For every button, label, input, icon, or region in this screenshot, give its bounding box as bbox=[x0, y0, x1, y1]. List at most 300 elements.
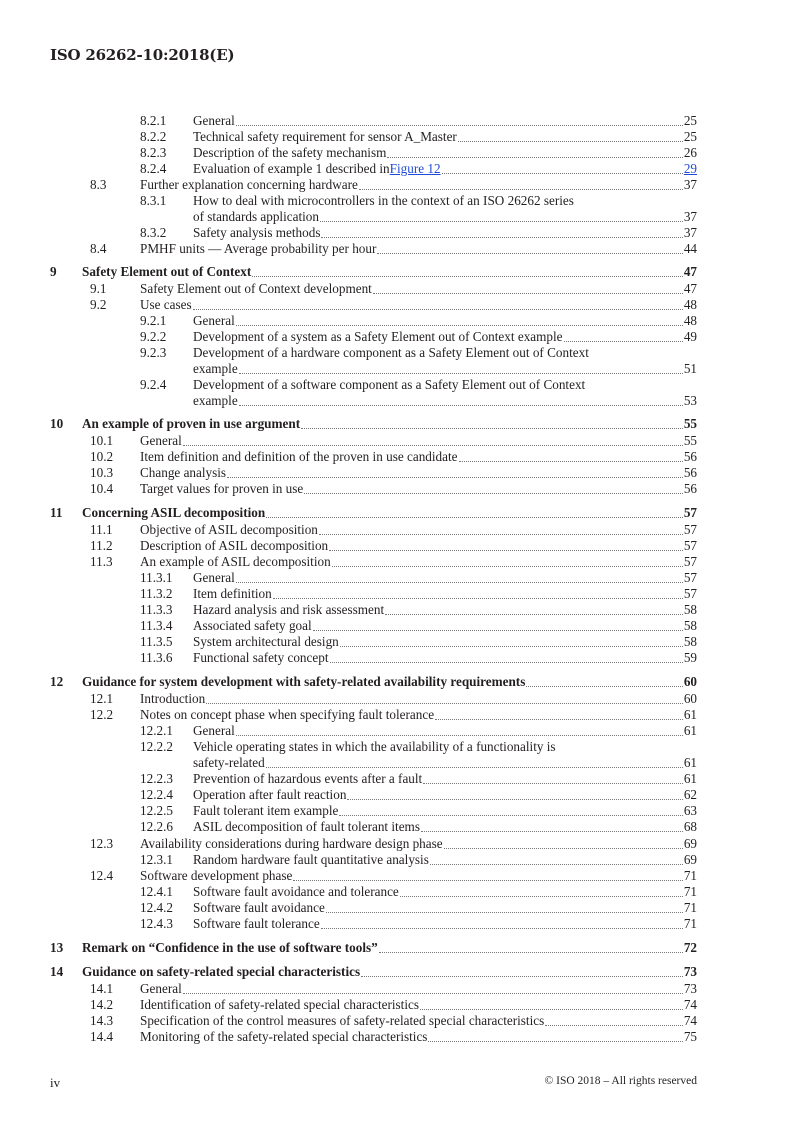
toc-entry-title: Fault tolerant item example bbox=[193, 803, 339, 818]
toc-entry-line bbox=[193, 916, 697, 932]
toc-entry[interactable] bbox=[0, 868, 793, 884]
toc-entry-number: 12 bbox=[50, 674, 64, 689]
toc-entry-number: 10.1 bbox=[90, 433, 114, 448]
toc-entry-line bbox=[82, 964, 697, 980]
toc-entry-title: ASIL decomposition of fault tolerant items bbox=[193, 819, 420, 834]
toc-entry-page: 63 bbox=[683, 803, 697, 818]
toc-entry[interactable] bbox=[0, 739, 793, 770]
toc-entry-number: 11.3 bbox=[90, 554, 113, 569]
toc-entry-number: 10 bbox=[50, 416, 64, 431]
toc-entry-page: 55 bbox=[683, 416, 697, 431]
toc-entry-number: 11.2 bbox=[90, 538, 113, 553]
toc-entry-page: 51 bbox=[683, 361, 697, 376]
toc-entry[interactable] bbox=[0, 707, 793, 723]
toc-entry-page: 61 bbox=[683, 771, 697, 786]
toc-entry-title: An example of ASIL decomposition bbox=[140, 554, 331, 569]
toc-entry-line bbox=[193, 771, 697, 787]
toc-entry-page: 69 bbox=[683, 836, 697, 851]
toc-entry-line bbox=[82, 674, 697, 690]
toc-entry[interactable] bbox=[0, 522, 793, 538]
toc-entry-page: 71 bbox=[683, 900, 697, 915]
toc-entry-page: 58 bbox=[683, 618, 697, 633]
dot-leader bbox=[442, 173, 683, 174]
toc-entry-page: 57 bbox=[683, 586, 697, 601]
dot-leader bbox=[444, 848, 683, 849]
toc-entry-page: 59 bbox=[683, 650, 697, 665]
toc-entry-line bbox=[140, 297, 697, 313]
toc-entry-page: 55 bbox=[683, 433, 697, 448]
toc-entry-title: Target values for proven in use bbox=[140, 481, 304, 496]
toc-entry[interactable] bbox=[0, 345, 793, 376]
toc-entry-line bbox=[193, 602, 697, 618]
toc-entry-title: Identification of safety-related special characteristics bbox=[140, 997, 419, 1012]
toc-entry-line bbox=[140, 707, 697, 723]
toc-entry[interactable] bbox=[0, 377, 793, 408]
toc-entry[interactable] bbox=[0, 981, 793, 997]
toc-entry-title: General bbox=[140, 981, 182, 996]
toc-entry-line bbox=[193, 329, 697, 345]
toc-entry-title: Specification of the control measures of safety-related special characteristics bbox=[140, 1013, 545, 1028]
toc-entry[interactable] bbox=[0, 225, 793, 241]
dot-leader bbox=[319, 534, 683, 535]
toc-entry-title: Guidance for system development with safety-related availability requirements bbox=[82, 674, 526, 689]
toc-entry-title-continuation: example bbox=[193, 393, 238, 408]
toc-entry-page: 73 bbox=[683, 981, 697, 996]
toc-entry-title: Use cases bbox=[140, 297, 192, 312]
toc-entry[interactable] bbox=[0, 884, 793, 900]
dot-leader bbox=[206, 703, 683, 704]
dot-leader bbox=[183, 445, 683, 446]
toc-entry-number: 11.3.2 bbox=[140, 586, 173, 601]
toc-entry-number: 8.2.2 bbox=[140, 129, 167, 144]
toc-entry-title-continuation: safety-related bbox=[193, 755, 265, 770]
toc-entry[interactable] bbox=[0, 481, 793, 497]
dot-leader bbox=[301, 428, 683, 429]
toc-entry-number: 9 bbox=[50, 264, 57, 279]
toc-entry-page: 57 bbox=[683, 570, 697, 585]
toc-entry[interactable] bbox=[0, 803, 793, 819]
dot-leader bbox=[361, 976, 683, 977]
toc-entry-page: 60 bbox=[683, 674, 697, 689]
toc-entry-line bbox=[140, 481, 697, 497]
toc-entry-page: 56 bbox=[683, 481, 697, 496]
toc-entry-title: Description of the safety mechanism bbox=[193, 145, 387, 160]
toc-entry-page: 48 bbox=[683, 313, 697, 328]
dot-leader bbox=[266, 767, 683, 768]
dot-leader bbox=[459, 461, 683, 462]
toc-entry-line bbox=[140, 449, 697, 465]
toc-entry-line bbox=[193, 586, 697, 602]
toc-entry-number: 14.3 bbox=[90, 1013, 114, 1028]
toc-entry-line bbox=[193, 650, 697, 666]
toc-entry-page: 47 bbox=[683, 264, 697, 279]
dot-leader bbox=[373, 293, 683, 294]
toc-entry-line bbox=[140, 1013, 697, 1029]
toc-entry-title: Software fault tolerance bbox=[193, 916, 320, 931]
toc-entry-title: Prevention of hazardous events after a fault bbox=[193, 771, 423, 786]
toc-entry-number: 8.3 bbox=[90, 177, 107, 192]
toc-entry-title: General bbox=[193, 313, 235, 328]
toc-entry-line bbox=[82, 505, 697, 521]
toc-entry-title: Development of a hardware component as a Safety Element out of Context bbox=[193, 345, 589, 360]
toc-entry-line bbox=[193, 161, 697, 177]
dot-leader bbox=[329, 550, 683, 551]
toc-entry[interactable] bbox=[0, 618, 793, 634]
toc-entry-line bbox=[193, 145, 697, 161]
toc-entry-page: 58 bbox=[683, 602, 697, 617]
toc-entry[interactable] bbox=[0, 586, 793, 602]
toc-entry-title: General bbox=[140, 433, 182, 448]
toc-entry-title: Development of a system as a Safety Element out of Context example bbox=[193, 329, 563, 344]
toc-entry[interactable] bbox=[0, 836, 793, 852]
dot-leader bbox=[435, 719, 683, 720]
toc-entry-number: 11.3.1 bbox=[140, 570, 173, 585]
toc-entry[interactable] bbox=[0, 916, 793, 932]
toc-entry-page: 37 bbox=[683, 225, 697, 240]
toc-entry-title: Software fault avoidance bbox=[193, 900, 325, 915]
toc-entry-page: 74 bbox=[683, 1013, 697, 1028]
toc-entry-title: Functional safety concept bbox=[193, 650, 329, 665]
toc-entry[interactable] bbox=[0, 313, 793, 329]
toc-entry-page: 57 bbox=[683, 538, 697, 553]
toc-entry-line bbox=[140, 538, 697, 554]
toc-entry-line bbox=[193, 393, 697, 409]
toc-entry-line bbox=[140, 465, 697, 481]
toc-entry-number: 12.2.4 bbox=[140, 787, 173, 802]
toc-entry-page: 57 bbox=[683, 522, 697, 537]
dot-leader bbox=[400, 896, 683, 897]
toc-entry-title: Concerning ASIL decomposition bbox=[82, 505, 266, 520]
toc-entry-title: Item definition and definition of the proven in use candidate bbox=[140, 449, 458, 464]
copyright-notice: © ISO 2018 – All rights reserved bbox=[544, 1075, 697, 1087]
toc-entry[interactable] bbox=[0, 538, 793, 554]
toc-entry-title: Monitoring of the safety-related special characteristics bbox=[140, 1029, 428, 1044]
toc-entry-line bbox=[193, 803, 697, 819]
toc-entry-title: Availability considerations during hardware design phase bbox=[140, 836, 443, 851]
toc-entry[interactable] bbox=[0, 505, 793, 521]
toc-entry-number: 12.4.3 bbox=[140, 916, 173, 931]
dot-leader bbox=[379, 952, 683, 953]
toc-entry-line bbox=[140, 868, 697, 884]
dot-leader bbox=[236, 582, 683, 583]
toc-entry[interactable] bbox=[0, 819, 793, 835]
toc-entry[interactable] bbox=[0, 940, 793, 956]
dot-leader bbox=[430, 864, 683, 865]
toc-entry-line bbox=[193, 787, 697, 803]
toc-entry-number: 8.3.1 bbox=[140, 193, 167, 208]
toc-entry-number: 9.2 bbox=[90, 297, 107, 312]
dot-leader bbox=[564, 341, 683, 342]
toc-entry[interactable] bbox=[0, 634, 793, 650]
toc-entry[interactable] bbox=[0, 771, 793, 787]
toc-entry-title: Objective of ASIL decomposition bbox=[140, 522, 318, 537]
toc-entry-title: Guidance on safety-related special characteristics bbox=[82, 964, 361, 979]
toc-entry-number: 11.1 bbox=[90, 522, 113, 537]
toc-entry[interactable] bbox=[0, 602, 793, 618]
toc-entry-line bbox=[140, 241, 697, 257]
toc-entry-title: Hazard analysis and risk assessment bbox=[193, 602, 385, 617]
toc-entry-title-continuation: example bbox=[193, 361, 238, 376]
dot-leader bbox=[545, 1025, 683, 1026]
toc-entry-number: 12.2.2 bbox=[140, 739, 173, 754]
toc-entry-page: 71 bbox=[683, 868, 697, 883]
toc-entry-title: Associated safety goal bbox=[193, 618, 312, 633]
toc-entry-title: Description of ASIL decomposition bbox=[140, 538, 329, 553]
toc-entry[interactable] bbox=[0, 241, 793, 257]
toc-entry[interactable] bbox=[0, 1013, 793, 1029]
toc-entry-page: 26 bbox=[683, 145, 697, 160]
toc-entry[interactable] bbox=[0, 650, 793, 666]
toc-entry[interactable] bbox=[0, 129, 793, 145]
page-link[interactable]: 29 bbox=[683, 161, 697, 176]
toc-entry-line bbox=[193, 113, 697, 129]
dot-leader bbox=[340, 646, 683, 647]
toc-entry-page: 60 bbox=[683, 691, 697, 706]
toc-entry-page: 49 bbox=[683, 329, 697, 344]
toc-entry[interactable] bbox=[0, 964, 793, 980]
dot-leader bbox=[321, 237, 682, 238]
toc-entry-page: 72 bbox=[683, 940, 697, 955]
toc-entry-line bbox=[193, 852, 697, 868]
toc-entry-number: 8.4 bbox=[90, 241, 107, 256]
toc-entry-page: 25 bbox=[683, 129, 697, 144]
toc-entry-line bbox=[193, 634, 697, 650]
toc-entry[interactable] bbox=[0, 433, 793, 449]
toc-entry-number: 8.2.1 bbox=[140, 113, 167, 128]
toc-entry-number: 14.4 bbox=[90, 1029, 114, 1044]
dot-leader bbox=[266, 517, 683, 518]
toc-entry-number: 12.2.5 bbox=[140, 803, 173, 818]
toc-entry[interactable] bbox=[0, 329, 793, 345]
toc-entry-number: 9.2.3 bbox=[140, 345, 167, 360]
toc-entry-page: 58 bbox=[683, 634, 697, 649]
toc-entry-number: 12.2.6 bbox=[140, 819, 173, 834]
dot-leader bbox=[377, 253, 682, 254]
toc-entry-page: 56 bbox=[683, 449, 697, 464]
toc-entry-line bbox=[193, 129, 697, 145]
toc-entry-title: Software development phase bbox=[140, 868, 293, 883]
toc-entry-line bbox=[140, 997, 697, 1013]
toc-entry-title: An example of proven in use argument bbox=[82, 416, 301, 431]
toc-entry-line bbox=[193, 819, 697, 835]
toc-entry-line bbox=[193, 618, 697, 634]
toc-entry[interactable] bbox=[0, 449, 793, 465]
toc-entry-title: Introduction bbox=[140, 691, 206, 706]
toc-entry-line bbox=[193, 313, 697, 329]
dot-leader bbox=[321, 928, 683, 929]
dot-leader bbox=[458, 141, 683, 142]
dot-leader bbox=[239, 373, 683, 374]
toc-entry-line bbox=[82, 416, 697, 432]
toc-entry-page: 73 bbox=[683, 964, 697, 979]
toc-entry-page: 48 bbox=[683, 297, 697, 312]
toc-entry-line bbox=[140, 691, 697, 707]
toc-entry-number: 11.3.6 bbox=[140, 650, 173, 665]
toc-entry-page: 61 bbox=[683, 723, 697, 738]
toc-entry[interactable] bbox=[0, 570, 793, 586]
toc-entry-title: Software fault avoidance and tolerance bbox=[193, 884, 399, 899]
toc-entry-number: 11.3.4 bbox=[140, 618, 173, 633]
dot-leader bbox=[347, 799, 682, 800]
toc-entry-line bbox=[140, 554, 697, 570]
toc-entry-page: 68 bbox=[683, 819, 697, 834]
toc-entry[interactable] bbox=[0, 193, 793, 224]
toc-entry[interactable] bbox=[0, 691, 793, 707]
toc-entry[interactable] bbox=[0, 161, 793, 177]
toc-entry-title: General bbox=[193, 570, 235, 585]
toc-entry[interactable] bbox=[0, 997, 793, 1013]
toc-entry[interactable] bbox=[0, 465, 793, 481]
toc-entry[interactable] bbox=[0, 113, 793, 129]
toc-entry-title: Safety analysis methods bbox=[193, 225, 321, 240]
toc-entry-line bbox=[140, 177, 697, 193]
toc-entry-number: 11 bbox=[50, 505, 63, 520]
dot-leader bbox=[385, 614, 683, 615]
toc-entry-page: 57 bbox=[683, 505, 697, 520]
toc-entry-title: Safety Element out of Context development bbox=[140, 281, 372, 296]
toc-entry-title: PMHF units — Average probability per hour bbox=[140, 241, 377, 256]
toc-entry-line bbox=[193, 723, 697, 739]
toc-entry-number: 12.2.3 bbox=[140, 771, 173, 786]
toc-entry[interactable] bbox=[0, 1029, 793, 1045]
toc-entry[interactable] bbox=[0, 145, 793, 161]
toc-entry-line bbox=[140, 281, 697, 297]
dot-leader bbox=[252, 276, 683, 277]
toc-entry-line bbox=[193, 361, 697, 377]
toc-entry-line bbox=[193, 209, 697, 225]
dot-leader bbox=[526, 686, 682, 687]
toc-entry-number: 14.2 bbox=[90, 997, 114, 1012]
document-id: ISO 26262-10:2018(E) bbox=[50, 46, 235, 64]
toc-entry-page: 71 bbox=[683, 884, 697, 899]
toc-entry-number: 12.4.1 bbox=[140, 884, 173, 899]
toc-entry-number: 12.4.2 bbox=[140, 900, 173, 915]
toc-entry-title: General bbox=[193, 723, 235, 738]
dot-leader bbox=[239, 405, 683, 406]
dot-leader bbox=[293, 880, 682, 881]
toc-entry-title: System architectural design bbox=[193, 634, 339, 649]
toc-entry[interactable] bbox=[0, 852, 793, 868]
toc-entry-page: 37 bbox=[683, 177, 697, 192]
toc-entry-page: 56 bbox=[683, 465, 697, 480]
toc-entry-title: Change analysis bbox=[140, 465, 227, 480]
toc-entry-number: 11.3.5 bbox=[140, 634, 173, 649]
dot-leader bbox=[320, 221, 683, 222]
dot-leader bbox=[183, 993, 683, 994]
toc-entry-page: 25 bbox=[683, 113, 697, 128]
toc-entry-title: Technical safety requirement for sensor A_Master bbox=[193, 129, 457, 144]
toc-entry-line bbox=[140, 522, 697, 538]
dot-leader bbox=[273, 598, 683, 599]
toc-entry-number: 12.2 bbox=[90, 707, 114, 722]
toc-entry-page: 47 bbox=[683, 281, 697, 296]
toc-entry[interactable] bbox=[0, 416, 793, 432]
dot-leader bbox=[421, 831, 683, 832]
toc-entry-line bbox=[140, 433, 697, 449]
toc-entry[interactable] bbox=[0, 177, 793, 193]
dot-leader bbox=[359, 189, 683, 190]
toc-entry-number: 12.3 bbox=[90, 836, 114, 851]
toc-entry-number: 13 bbox=[50, 940, 64, 955]
toc-entry-line bbox=[140, 1029, 697, 1045]
page-number: iv bbox=[50, 1075, 61, 1090]
dot-leader bbox=[326, 912, 683, 913]
toc-entry-line bbox=[193, 755, 697, 771]
toc-entry-number: 8.3.2 bbox=[140, 225, 167, 240]
dot-leader bbox=[304, 493, 683, 494]
toc-entry-number: 9.2.2 bbox=[140, 329, 167, 344]
toc-entry-title: Further explanation concerning hardware bbox=[140, 177, 358, 192]
toc-entry-number: 9.2.4 bbox=[140, 377, 167, 392]
toc-entry[interactable] bbox=[0, 787, 793, 803]
toc-entry-number: 14.1 bbox=[90, 981, 114, 996]
dot-leader bbox=[330, 662, 683, 663]
dot-leader bbox=[387, 157, 682, 158]
toc-entry[interactable] bbox=[0, 554, 793, 570]
dot-leader bbox=[339, 815, 682, 816]
toc-entry-title: Remark on “Confidence in the use of software tools” bbox=[82, 940, 378, 955]
toc-entry-number: 14 bbox=[50, 964, 64, 979]
toc-entry-page: 61 bbox=[683, 707, 697, 722]
toc-entry-title: Random hardware fault quantitative analysis bbox=[193, 852, 429, 867]
figure-link[interactable]: Figure 12 bbox=[389, 161, 441, 176]
toc-entry-title: Evaluation of example 1 described in bbox=[193, 161, 390, 176]
toc-entry-number: 10.2 bbox=[90, 449, 114, 464]
dot-leader bbox=[193, 309, 683, 310]
toc-entry[interactable] bbox=[0, 281, 793, 297]
toc-entry-page: 62 bbox=[683, 787, 697, 802]
toc-entry-line bbox=[193, 570, 697, 586]
toc-entry[interactable] bbox=[0, 297, 793, 313]
toc-entry-title: Notes on concept phase when specifying fault tolerance bbox=[140, 707, 435, 722]
toc-entry-page: 37 bbox=[683, 209, 697, 224]
toc-entry-number: 9.2.1 bbox=[140, 313, 167, 328]
toc-entry-page: 75 bbox=[683, 1029, 697, 1044]
dot-leader bbox=[420, 1009, 683, 1010]
toc-entry-line bbox=[140, 981, 697, 997]
toc-entry-title: Development of a software component as a Safety Element out of Context bbox=[193, 377, 586, 392]
dot-leader bbox=[236, 325, 683, 326]
dot-leader bbox=[332, 566, 683, 567]
toc-entry-title: Item definition bbox=[193, 586, 272, 601]
toc-entry-number: 10.4 bbox=[90, 481, 114, 496]
toc-entry-line bbox=[193, 225, 697, 241]
toc-entry-title: Safety Element out of Context bbox=[82, 264, 252, 279]
toc-entry-line bbox=[193, 884, 697, 900]
toc-entry-line bbox=[82, 264, 697, 280]
toc-entry-page: 69 bbox=[683, 852, 697, 867]
toc-entry-line bbox=[140, 836, 697, 852]
toc-entry[interactable] bbox=[0, 674, 793, 690]
toc-entry[interactable] bbox=[0, 723, 793, 739]
toc-entry-title: Vehicle operating states in which the availability of a functionality is bbox=[193, 739, 556, 754]
dot-leader bbox=[428, 1041, 682, 1042]
toc-entry-number: 12.3.1 bbox=[140, 852, 173, 867]
toc-entry-line bbox=[82, 940, 697, 956]
toc-entry-page: 53 bbox=[683, 393, 697, 408]
dot-leader bbox=[313, 630, 683, 631]
toc-entry[interactable] bbox=[0, 264, 793, 280]
toc-entry-title: How to deal with microcontrollers in the context of an ISO 26262 series bbox=[193, 193, 574, 208]
toc-entry-page: 44 bbox=[683, 241, 697, 256]
toc-entry-title: General bbox=[193, 113, 235, 128]
toc-entry-number: 12.1 bbox=[90, 691, 114, 706]
toc-entry[interactable] bbox=[0, 900, 793, 916]
toc-entry-number: 8.2.4 bbox=[140, 161, 167, 176]
toc-entry-number: 12.2.1 bbox=[140, 723, 173, 738]
dot-leader bbox=[423, 783, 683, 784]
toc-entry-title-continuation: of standards application bbox=[193, 209, 319, 224]
